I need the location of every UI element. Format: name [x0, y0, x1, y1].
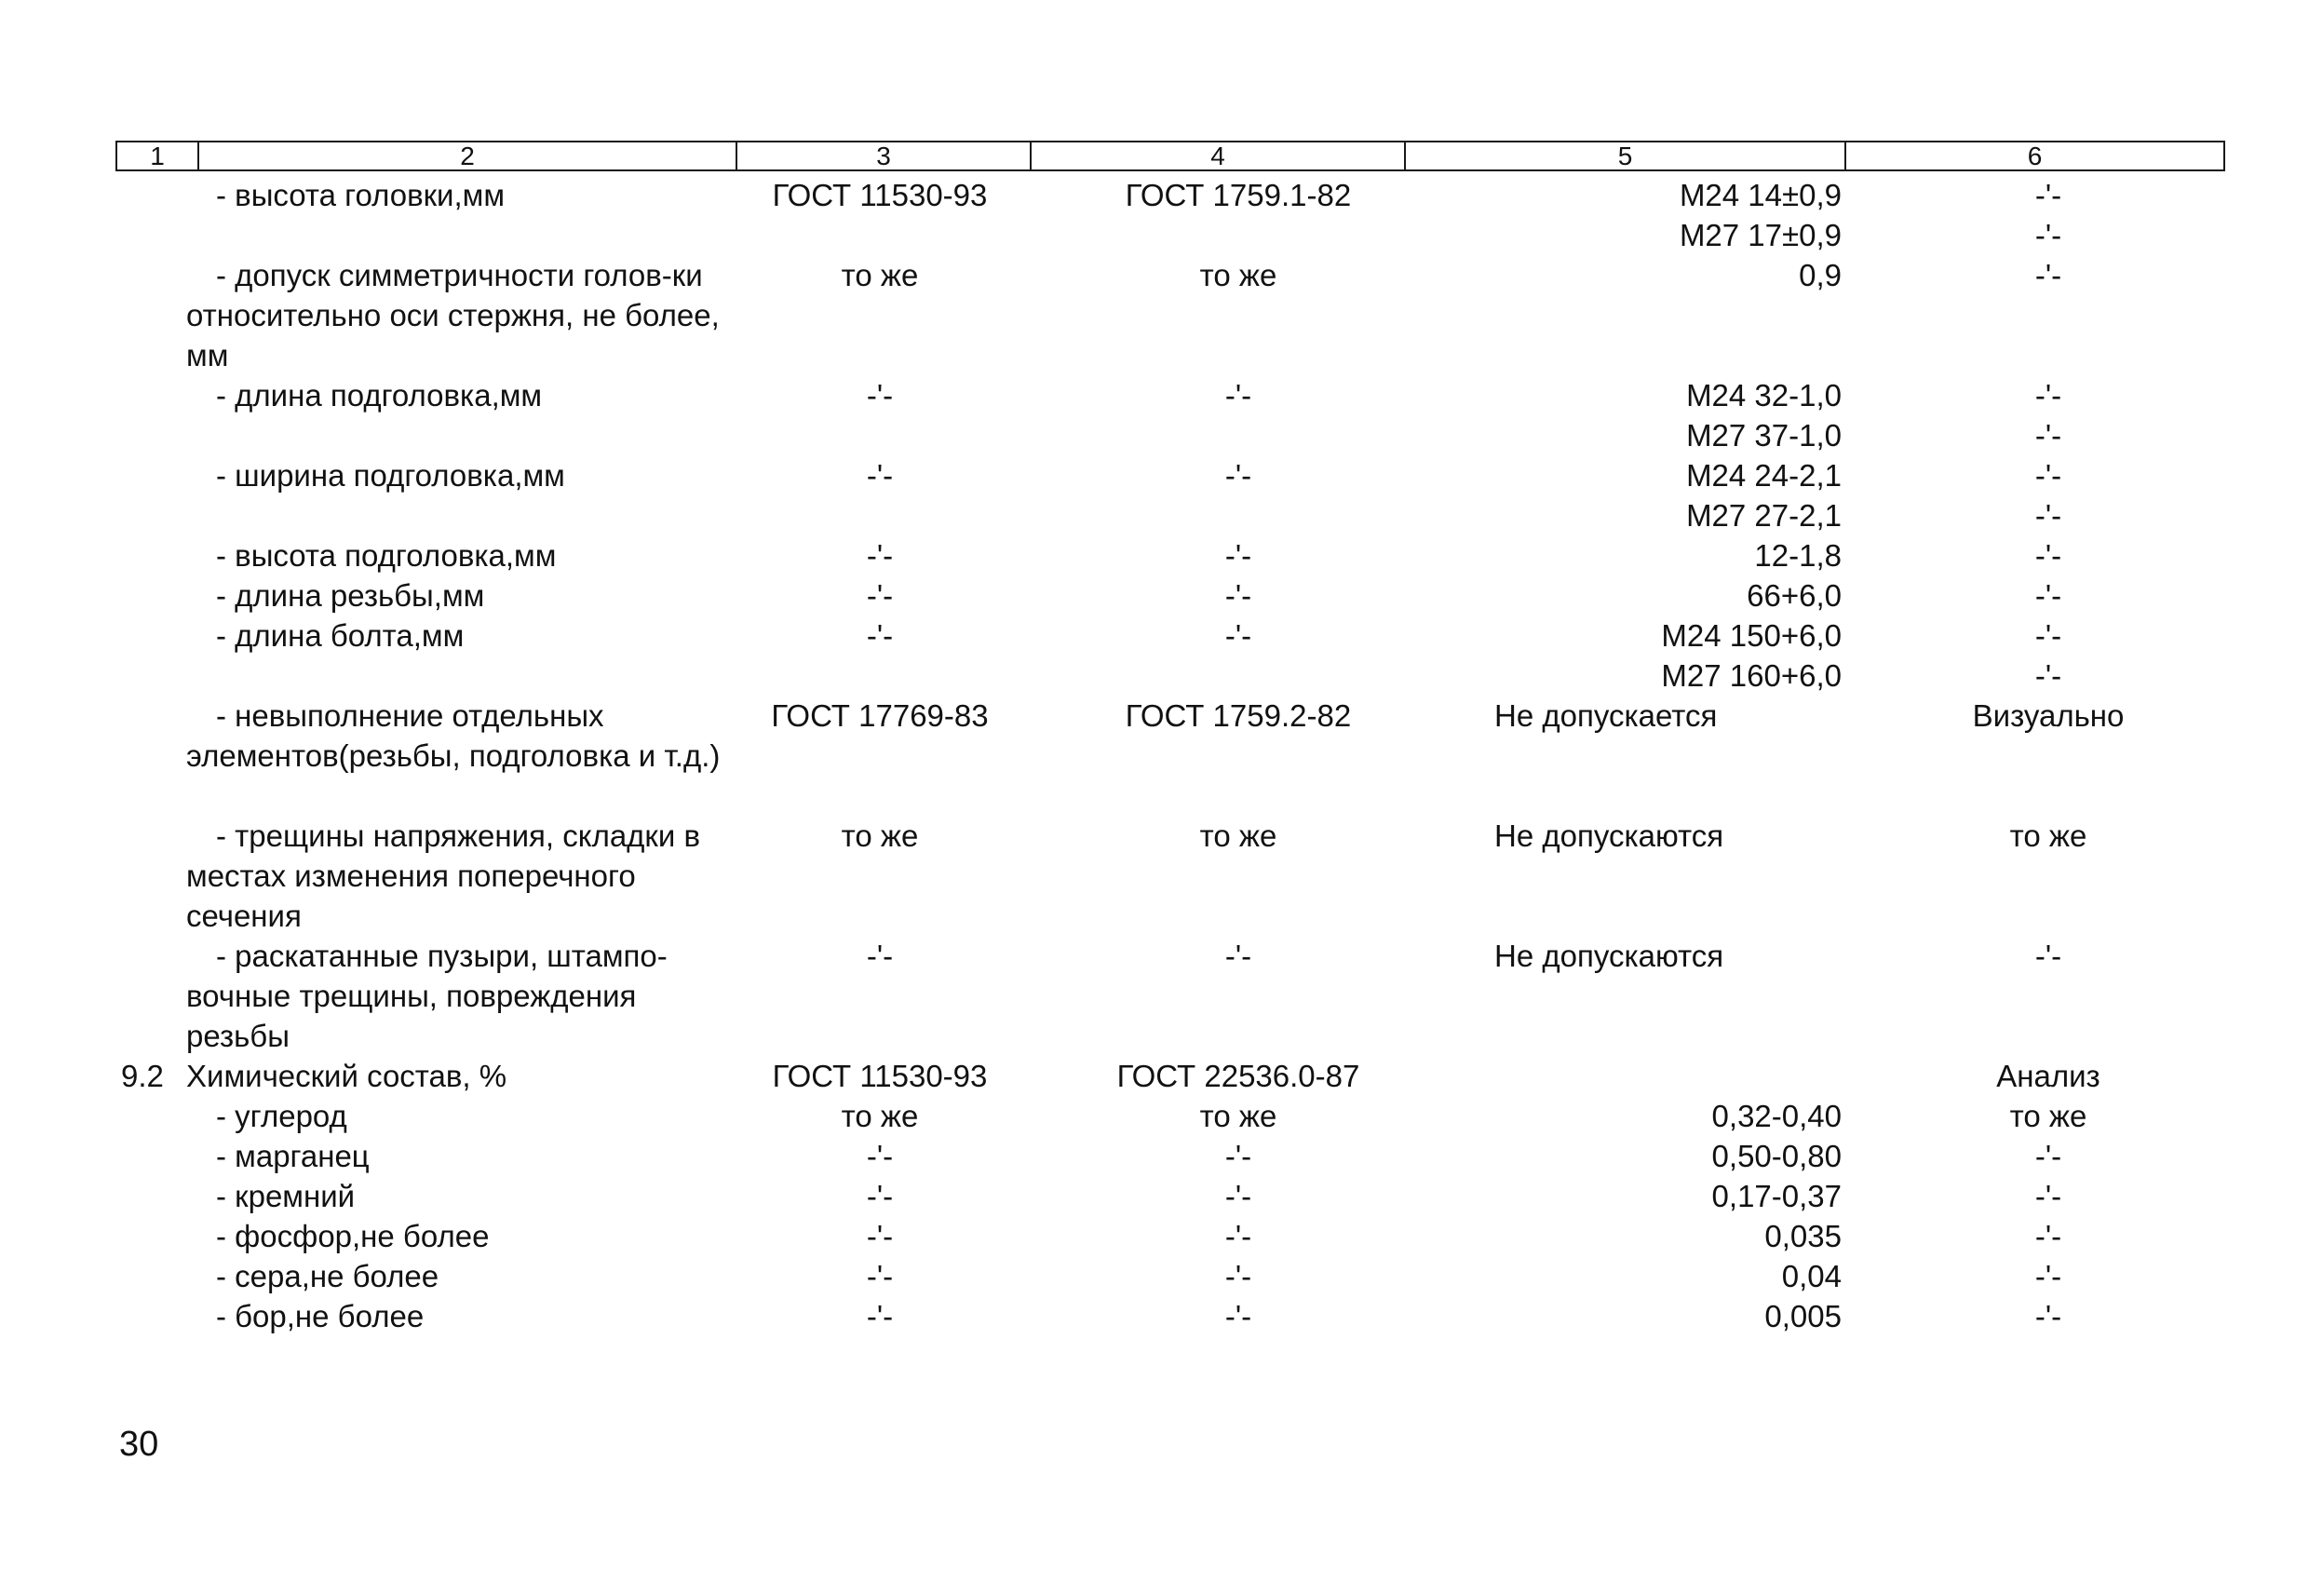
table-row	[0, 1296, 2309, 1336]
cell-control-method: -'-	[2034, 258, 2062, 292]
table-row	[0, 615, 2309, 656]
table-row	[0, 1136, 2309, 1176]
cell-parameter: - раскатанные пузыри, штампо-вочные трещины, повреждения резьбы	[186, 939, 668, 1053]
cell-control-method: -'-	[2034, 498, 2062, 533]
cell-parameter: - высота подголовка,мм	[216, 538, 557, 573]
table-row	[0, 1216, 2309, 1256]
cell-standard-requirements: ГОСТ 11530-93	[772, 178, 988, 212]
cell-norm-value: М27 27-2,1	[1686, 498, 1842, 533]
cell-norm-value: 0,9	[1799, 258, 1842, 292]
cell-control-method: -'-	[2034, 1179, 2062, 1213]
table-row	[0, 215, 2309, 255]
cell-norm-value: 12-1,8	[1754, 538, 1842, 573]
cell-parameter: - ширина подголовка,мм	[216, 458, 565, 493]
table-row	[0, 575, 2309, 615]
cell-parameter: - углерод	[216, 1099, 347, 1133]
cell-standard-requirements: -'-	[866, 538, 894, 573]
cell-standard-method: -'-	[1224, 538, 1252, 573]
table-header	[115, 141, 2225, 171]
cell-parameter: - длина резьбы,мм	[216, 578, 485, 613]
cell-standard-method: ГОСТ 22536.0-87	[1116, 1059, 1360, 1093]
cell-control-method: -'-	[2034, 939, 2062, 973]
cell-parameter: - марганец	[216, 1139, 370, 1173]
cell-standard-requirements: -'-	[866, 618, 894, 653]
cell-standard-requirements: -'-	[866, 1299, 894, 1333]
cell-parameter: - длина болта,мм	[216, 618, 465, 653]
cell-control-method: -'-	[2034, 578, 2062, 613]
cell-standard-method: -'-	[1224, 1299, 1252, 1333]
cell-number: 9.2	[121, 1059, 164, 1093]
cell-standard-requirements: -'-	[866, 939, 894, 973]
table-row	[0, 816, 2309, 936]
cell-norm-value: 0,04	[1781, 1259, 1842, 1293]
cell-parameter: - бор,не более	[216, 1299, 425, 1333]
cell-parameter: - кремний	[216, 1179, 356, 1213]
cell-standard-method: ГОСТ 1759.2-82	[1125, 698, 1352, 733]
table-row	[0, 1176, 2309, 1216]
cell-standard-requirements: -'-	[866, 458, 894, 493]
cell-control-method: то же	[2009, 818, 2087, 853]
cell-norm-value: 66+6,0	[1747, 578, 1842, 613]
cell-control-method: -'-	[2034, 458, 2062, 493]
table-row	[0, 936, 2309, 1056]
cell-parameter: - невыполнение отдельных элементов(резьбы, подголовка и т.д.)	[186, 698, 721, 773]
cell-control-method: -'-	[2034, 378, 2062, 413]
cell-standard-requirements: то же	[841, 258, 919, 292]
cell-standard-requirements: -'-	[866, 578, 894, 613]
cell-parameter: - допуск симметричности голов-ки относительно оси стержня, не более, мм	[186, 258, 720, 372]
cell-standard-method: то же	[1199, 818, 1277, 853]
table-row	[0, 375, 2309, 415]
cell-norm-value: М24 24-2,1	[1686, 458, 1842, 493]
cell-standard-requirements: ГОСТ 11530-93	[772, 1059, 988, 1093]
header-col-1: 1	[117, 142, 199, 169]
table-row	[0, 696, 2309, 816]
cell-standard-requirements: -'-	[866, 1179, 894, 1213]
cell-control-method: -'-	[2034, 178, 2062, 212]
cell-norm-value: Не допускаются	[1494, 818, 1724, 853]
cell-standard-requirements: то же	[841, 1099, 919, 1133]
header-col-3: 3	[737, 142, 1032, 169]
cell-norm-value: М27 160+6,0	[1661, 658, 1842, 693]
cell-parameter: Химический состав, %	[186, 1059, 507, 1093]
cell-standard-method: -'-	[1224, 458, 1252, 493]
cell-parameter: - сера,не более	[216, 1259, 439, 1293]
cell-parameter: - длина подголовка,мм	[216, 378, 543, 413]
cell-standard-requirements: -'-	[866, 378, 894, 413]
cell-control-method: Визуально	[1972, 698, 2125, 733]
cell-norm-value: М24 32-1,0	[1686, 378, 1842, 413]
cell-standard-method: то же	[1199, 1099, 1277, 1133]
cell-standard-requirements: -'-	[866, 1139, 894, 1173]
cell-standard-method: -'-	[1224, 578, 1252, 613]
cell-control-method: -'-	[2034, 538, 2062, 573]
table-row	[0, 656, 2309, 696]
cell-norm-value: 0,17-0,37	[1711, 1179, 1842, 1213]
cell-norm-value: 0,005	[1764, 1299, 1842, 1333]
cell-control-method: -'-	[2034, 1299, 2062, 1333]
cell-standard-method: -'-	[1224, 1259, 1252, 1293]
cell-control-method: -'-	[2034, 1139, 2062, 1173]
header-col-6: 6	[2027, 142, 2043, 170]
cell-standard-requirements: -'-	[866, 1259, 894, 1293]
cell-standard-method: -'-	[1224, 939, 1252, 973]
cell-parameter: - высота головки,мм	[216, 178, 506, 212]
cell-standard-requirements: то же	[841, 818, 919, 853]
table-row	[0, 455, 2309, 495]
header-col-5: 5	[1406, 142, 1846, 169]
cell-standard-requirements: ГОСТ 17769-83	[771, 698, 989, 733]
table-row	[0, 535, 2309, 575]
cell-norm-value: М24 150+6,0	[1661, 618, 1842, 653]
table-row	[0, 1256, 2309, 1296]
page-number: 30	[119, 1425, 159, 1464]
cell-norm-value: М27 17±0,9	[1679, 218, 1842, 252]
cell-standard-method: -'-	[1224, 378, 1252, 413]
cell-control-method: -'-	[2034, 1259, 2062, 1293]
cell-control-method: -'-	[2034, 1219, 2062, 1253]
cell-standard-method: -'-	[1224, 1219, 1252, 1253]
cell-standard-method: то же	[1199, 258, 1277, 292]
cell-control-method: Анализ	[1996, 1059, 2100, 1093]
header-col-2: 2	[199, 142, 737, 169]
cell-parameter: - трещины напряжения, складки в местах изменения поперечного сечения	[186, 818, 701, 933]
cell-norm-value: Не допускаются	[1494, 939, 1724, 973]
cell-control-method: то же	[2009, 1099, 2087, 1133]
cell-norm-value: 0,035	[1764, 1219, 1842, 1253]
cell-control-method: -'-	[2034, 618, 2062, 653]
table-row	[0, 255, 2309, 375]
cell-norm-value: 0,50-0,80	[1711, 1139, 1842, 1173]
table-row	[0, 1096, 2309, 1136]
cell-standard-method: ГОСТ 1759.1-82	[1125, 178, 1352, 212]
cell-standard-method: -'-	[1224, 618, 1252, 653]
cell-norm-value: Не допускается	[1494, 698, 1718, 733]
cell-norm-value: М24 14±0,9	[1679, 178, 1842, 212]
cell-control-method: -'-	[2034, 658, 2062, 693]
table-row	[0, 415, 2309, 455]
table-body	[0, 175, 2309, 1336]
table-row	[0, 495, 2309, 535]
cell-standard-method: -'-	[1224, 1179, 1252, 1213]
cell-norm-value: М27 37-1,0	[1686, 418, 1842, 453]
cell-norm-value: 0,32-0,40	[1711, 1099, 1842, 1133]
cell-standard-method: -'-	[1224, 1139, 1252, 1173]
cell-control-method: -'-	[2034, 218, 2062, 252]
cell-parameter: - фосфор,не более	[216, 1219, 490, 1253]
cell-standard-requirements: -'-	[866, 1219, 894, 1253]
table-row	[0, 1056, 2309, 1096]
header-col-4: 4	[1032, 142, 1406, 169]
table-row	[0, 175, 2309, 215]
cell-control-method: -'-	[2034, 418, 2062, 453]
